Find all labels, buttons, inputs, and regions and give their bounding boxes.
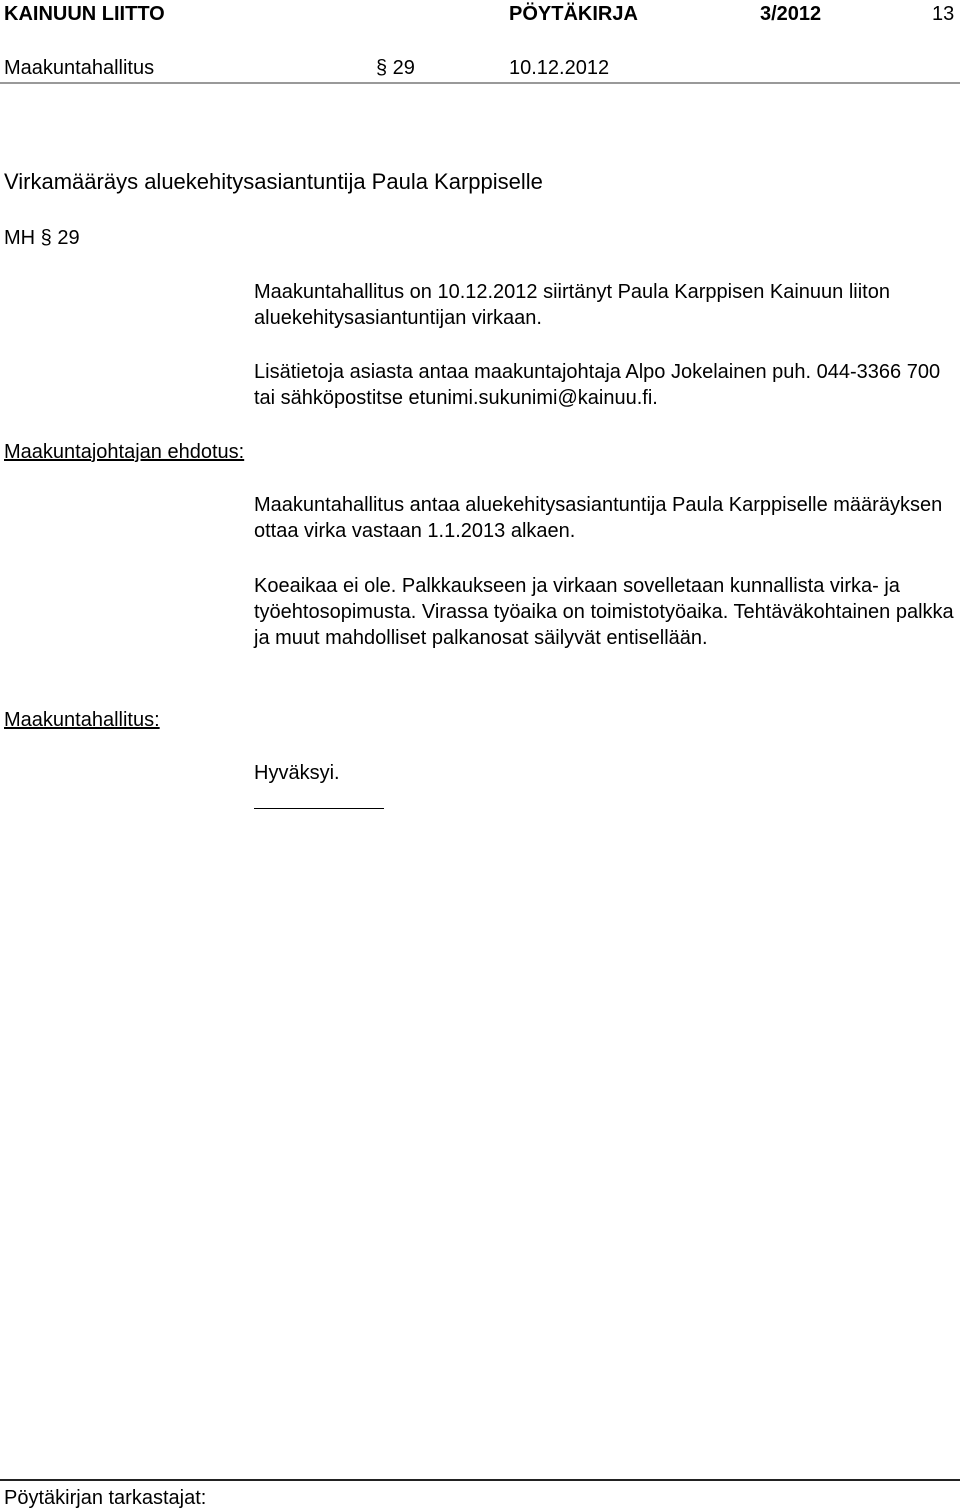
footer-divider: [0, 1479, 960, 1481]
signature-line: [254, 808, 384, 809]
org-name: KAINUUN LIITTO: [4, 3, 165, 25]
intro-paragraph-2: Lisätietoja asiasta antaa maakuntajohtaja Alpo Jokelainen puh. 044-3366 700 tai sähköpostitse etunimi.sukunimi@kainuu.fi.: [254, 361, 941, 409]
reference: MH § 29: [4, 227, 80, 249]
proposal-paragraph-1: Maakuntahallitus antaa aluekehitysasiantuntija Paula Karppiselle määräyksen ottaa virka vastaan 1.1.2013 alkaen.: [254, 494, 943, 542]
footer-reviewers: Pöytäkirjan tarkastajat:: [4, 1487, 207, 1509]
page-title: Virkamääräys aluekehitysasiantuntija Paula Karppiselle: [4, 169, 543, 194]
proposal-paragraph-2: Koeaikaa ei ole. Palkkaukseen ja virkaan sovelletaan kunnallista virka- ja työehtosopimusta. Virassa työaika on toimistotyöaika. Tehtäväkohtainen palkka ja muut mahdolliset palkanosat säilyvät entisellään.: [254, 575, 954, 649]
decision-text: Hyväksyi.: [254, 762, 340, 784]
doc-number: 3/2012: [760, 3, 822, 25]
intro-paragraph-1: Maakuntahallitus on 10.12.2012 siirtänyt Paula Karppisen Kainuun liiton aluekehitysasiantuntijan virkaan.: [254, 281, 890, 329]
meeting-body: Maakuntahallitus: [4, 57, 155, 79]
header-divider: [0, 82, 960, 84]
proposal-label: Maakuntajohtajan ehdotus:: [4, 441, 245, 463]
meeting-date: 10.12.2012: [509, 57, 610, 79]
page-number: 13: [932, 3, 955, 25]
doc-type: PÖYTÄKIRJA: [509, 3, 638, 25]
section-number: § 29: [376, 57, 415, 79]
decision-label: Maakuntahallitus:: [4, 709, 160, 731]
